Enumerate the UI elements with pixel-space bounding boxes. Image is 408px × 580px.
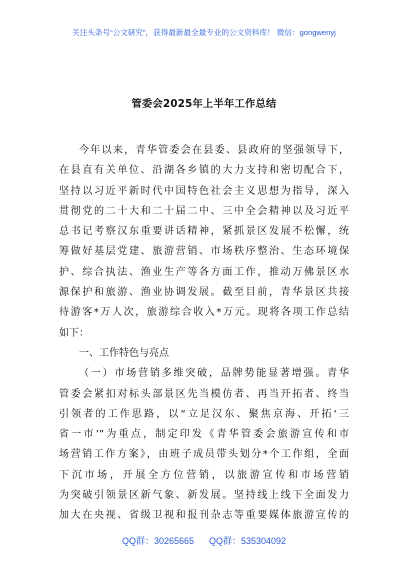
section-heading: 一、工作特色与亮点 (79, 347, 169, 359)
document-title: 管委会2025年上半年工作总结 (131, 99, 277, 110)
footer-contact: QQ群：30265665 QQ群：535304092 (121, 536, 287, 546)
body-line: 待游客*万人次，旅游综合收入*万元。现将各项工作总结 (59, 307, 349, 319)
body-line: 护、综合执法、渔业生产等各方面工作，推动万佛景区水 (59, 266, 349, 278)
body-line: 引领者的工作思路，以“立足汉东、聚焦京海、开拓‘三 (59, 408, 349, 420)
body-line: 坚持以习近平新时代中国特色社会主义思想为指导，深入 (59, 185, 349, 197)
body-line: 总书记考察汉东重要讲话精神，紧抓景区发展不松懈，统 (59, 226, 349, 238)
body-line: 下沉市场，开展全方位营销，以旅游宣传和市场营销 (59, 469, 349, 481)
header-ad-banner[interactable]: 关注头条号“公文研究”，获得最新最全最专业的公文资料库！ 微信：gongwenyj (72, 28, 336, 37)
body-line: 管委会紧扣对标头部景区先当模仿者、再当开拓者、终当 (59, 388, 349, 400)
body-line: 在县直有关单位、沿湖各乡镇的大力支持和密切配合下， (59, 165, 349, 177)
body-line: 场营销工作方案》，由班子成员带头划分*个工作组，全面 (59, 449, 349, 461)
body-line: 今年以来，青华管委会在县委、县政府的坚强领导下， (79, 145, 349, 156)
body-line: 省一市’”为重点，制定印发《青华管委会旅游宣传和市 (59, 429, 349, 441)
body-line: 为突破引领景区新气象、新发展。坚持线上线下全面发力 (59, 490, 349, 502)
body-line: 贯彻党的二十大和二十届二中、三中全会精神以及习近平 (59, 205, 349, 217)
subsection-heading-line: （一）市场营销多维突破，品牌势能显著增强。青华 (79, 368, 349, 380)
body-line: 源保护和旅游、渔业协调发展。截至目前，青华景区共接 (59, 287, 349, 299)
body-line: 筹做好基层党建、旅游营销、市场秩序整治、生态环境保 (59, 246, 349, 258)
body-line: 加大在央视、省级卫视和报刊杂志等重要媒体旅游宣传的 (59, 510, 349, 522)
document-body (59, 141, 349, 527)
body-line: 如下： (59, 327, 89, 339)
